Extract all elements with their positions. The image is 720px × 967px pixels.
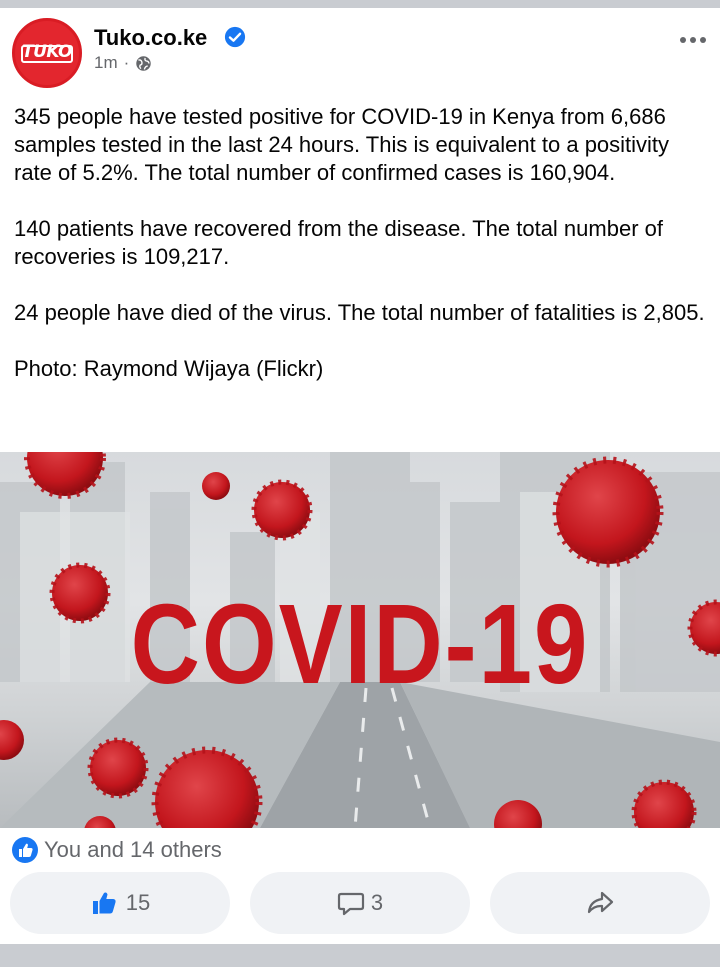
verified-badge-icon <box>224 26 246 48</box>
like-reaction-icon <box>12 837 38 863</box>
post-paragraph: 140 patients have recovered from the disease. The total number of recoveries is 109,217. <box>14 216 663 269</box>
photo-covid-title: COVID-19 <box>130 581 590 708</box>
comment-button[interactable] <box>250 872 470 934</box>
post-body <box>14 103 710 383</box>
meta-separator: · <box>123 53 130 72</box>
comment-count: 3 <box>370 890 384 915</box>
top-separator <box>0 0 720 8</box>
bottom-separator <box>0 944 720 967</box>
more-options-icon[interactable] <box>678 32 708 48</box>
thumbs-up-icon <box>90 888 120 918</box>
avatar-logo-text: TUKO <box>22 42 72 62</box>
post-header <box>0 8 720 98</box>
post-meta <box>94 53 152 73</box>
photo-credit: Photo: Raymond Wijaya (Flickr) <box>14 356 324 381</box>
post-paragraph: 24 people have died of the virus. The total number of fatalities is 2,805. <box>14 300 705 325</box>
reaction-summary[interactable] <box>12 836 222 864</box>
like-button[interactable] <box>10 872 230 934</box>
like-count: 15 <box>125 890 151 915</box>
post-paragraph: 345 people have tested positive for COVID-19 in Kenya from 6,686 samples tested in the last 24 hours. This is equivalent to a positivity rate of 5.2%. The total number of confirmed cases is 160,904. <box>14 104 670 185</box>
page-avatar[interactable] <box>12 18 82 88</box>
post-photo[interactable] <box>0 452 720 828</box>
reaction-summary-text: You and 14 others <box>44 837 222 862</box>
comment-bubble-icon <box>337 889 365 917</box>
post-timestamp[interactable]: 1m <box>94 53 118 72</box>
share-button[interactable] <box>490 872 710 934</box>
post-actions <box>0 872 720 934</box>
page-name-link[interactable]: Tuko.co.ke <box>94 25 208 50</box>
globe-icon <box>135 55 152 72</box>
share-arrow-icon <box>585 889 615 917</box>
post-card <box>0 8 720 944</box>
